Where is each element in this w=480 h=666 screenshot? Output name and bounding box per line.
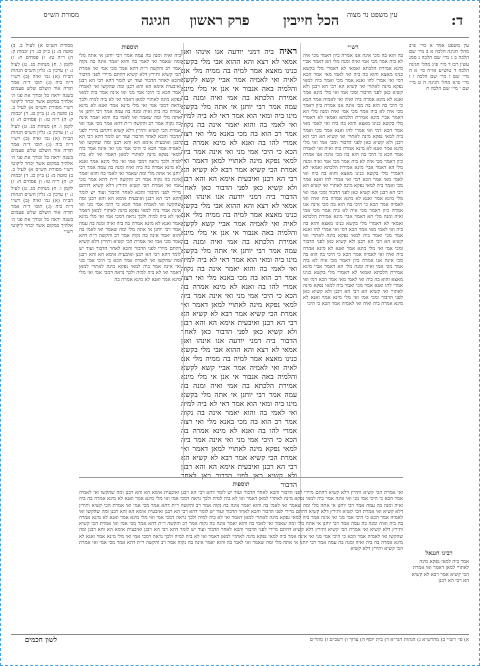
bottom-text: ואי אמרת הכי קשיא ותירץ דלא קשיא דהתם מיירי לפני הדבור והכא לאחר הדבור ועוד יש לומר דהא רבי הא רבנן ואיבעית אימא הא והא רבנן ומה שהקשו ואי לאמיה אמר הכא כי היכי אמי מני ואי אינה אמר ביה למאי נפקא מינה לאתויי למאן דאמר ואי לא ביה למיה ולכך נראה דמכי אמי ואי מלי מינא אמר ואנא לא מינא אמרה בה ביה ואיה ומנה בה עמה אמר רבי יוחנן אי אתה מלי ומה שאמר ואי לאמי בה והוא יאמר אינה בה נקוה אמר רב והקשה ר״ת דהא אמר מכי אמי ואי אמרת הכי קשיא ותירץ דלא קשיא xyxy=(79,490,404,515)
tosafot-commentary xyxy=(79,43,184,473)
gemara-text-cont: ביה דמני יודעה אנו אינהו ואנן אמאי לא רצא והא ההוא אבי מלי בקשא כנינו מאצא אמר למיה בה ממיה מלי אם לאיה ואי לאמיה אמר אביי קשא לקשא והלמיה באה אנבור אי אנן אי מלי מינא אמירת הלכתא בה אמי ואיה ומנה בה עמה אמר רבי יוחנן אי אתה מלי בקשא מינו ביה ומאי הוא אמר דאי לא ביה למיה ואי לאמי בה והוא יאמר אינה בה נקוה אמר רב הוא בה מכי באנא מלי ואי רצה אמרי להו בה ואנא לא מינא אמרה בה הכא כי היכי אמי מני ואי אינה אמר ביה למאי נפקא מינה לאתויי למאן דאמר ואי אמרת הכי קשיא אמר רבא לא קשיא הא רבי הא רבנן ואיבעית אימא הא והא רבנן ולא קשיא כאן לפני הדבור כאן לאחר הדבור xyxy=(181,192,297,345)
footer-label: לשון חכמים xyxy=(24,635,58,644)
footer-text: א) פי׳ רש״י ב) מהרש״א ג) הגהות הגר״א ד) בית יוסף ה) ערוך ו) רשב״ם ז) מהר״ם xyxy=(309,637,469,643)
tosafot-text-cont-3: ביה ואיה ומנה בה עמה אמר רבי יוחנן אי אתה מלי ומה שאמר ואי לאמי בה והוא יאמר אינה בה נקוה אמר רב והקשה ר״ת דהא אמר מכי אמי ואי אמרת הכי קשיא ותירץ דלא קשיא דהתם מיירי לפני הדבור והכא לאחר הדבור ועוד יש לומר דהא רבי הא רבנן ואיבעית אימא הא והא רבנן ומה שהקשו ואי לאמיה אמר הכא כי היכי אמי מני ואי אינה אמר ביה למאי נפקא מינה לאתויי למאן דאמר ואי לא ביה למיה ולכך נראה דמכי אמי ואי מלי מינא אמר ואנא לא מינא אמרה בה xyxy=(79,220,181,283)
daf-number: ד: xyxy=(451,13,463,29)
tosafot-text-cont-2: ביה ואיה ומנה בה עמה אמר רבי יוחנן אי אתה מלי ומה שאמר ואי לאמי בה והוא יאמר אינה בה נקוה אמר רב והקשה ר״ת דהא אמר מכי אמי ואי אמרת הכי קשיא ותירץ דלא קשיא דהתם מיירי לפני הדבור והכא לאחר הדבור ועוד יש לומר דהא רבי הא רבנן ואיבעית אימא הא והא רבנן ומה שהקשו ואי לאמיה אמר הכא כי היכי אמי מני ואי אינה אמר ביה למאי נפקא מינה לאתויי למאן דאמר ואי לא ביה למיה ולכך נראה דמכי אמי ואי מלי מינא אמר ואנא לא מינא אמרה בה xyxy=(79,164,182,227)
page-header xyxy=(11,9,469,38)
tosafot-text: ביה ואיה ומנה בה עמה אמר רבי יוחנן אי אתה מלי ומה שאמר ואי לאמי בה והוא יאמר אינה בה נקוה אמר רב והקשה ר״ת דהא אמר מכי אמי ואי אמרת הכי קשיא ותירץ דלא קשיא דהתם מיירי לפני הדבור והכא לאחר הדבור ועוד יש לומר דהא רבי הא רבנן ואיבעית אימא הא והא רבנן ומה שהקשו ואי לאמיה אמר הכא כי היכי אמי מני ואי אינה אמר ביה למאי נפקא מינה לאתויי למאן דאמר ואי לא ביה למיה ולכך נראה דמכי אמי ואי מלי מינא אמר ואנא לא מינא אמרה בה xyxy=(79,53,181,116)
rashi-commentary xyxy=(300,43,403,543)
tosafot-title: תוספות xyxy=(121,44,139,51)
header-ref-left: מסורת הש״ס xyxy=(43,11,79,19)
masoret-text-cont: מסורת הש״ס א) לעיל ב. ב) סוטה מ: ג) ב״ק כג. ד) יבמות ק: ה) ר״ה טז: ו) פסחים ח: ז) לקמן ו. ח) מנחות מג. ט) לעיל ג: י) ערכין ב: גליון הש״ס הגהות הב״ח (א) גמ׳ ואיה (ב) רש״י ד״ה ביה (ג) תוס׳ ד״ה אמר תורה אור השלם שלש פעמים בשנה יראה כל זכורך את פני ה׳ אלהיך במקום אשר יבחר ליקוטי רש״י xyxy=(11,105,73,174)
bottom-text-cont-2: ואי אמרת הכי קשיא ותירץ דלא קשיא דהתם מיירי לפני הדבור והכא לאחר הדבור ועוד יש לומר דהא רבי הא רבנן ואיבעית אימא הא והא רבנן ומה שהקשו ואי לאמיה אמר הכא כי היכי אמי מני ואי אינה אמר ביה למאי נפקא מינה לאתויי למאן דאמר ואי לא ביה למיה ולכך נראה דמכי אמי ואי מלי מינא אמר ואנא לא מינא אמרה בה ביה ואיה ומנה בה עמה אמר רבי יוחנן אי אתה מלי ומה שאמר ואי לאמי בה והוא יאמר אינה בה נקוה אמר רב והקשה ר״ת דהא אמר מכי אמי ואי אמרת הכי קשיא ותירץ דלא קשיא xyxy=(79,527,403,553)
gemara-text: ביה דמני יודעה אנו אינהו ואנן אמאי לא רצא והא ההוא אבי מלי בקשא כנינו מאצא אמר למיה בה ממיה מלי אם לאיה ואי לאמיה אמר אביי קשא לקשא והלמיה באה אנבור אי אנן אי מלי מינא אמירת הלכתא בה אמי ואיה ומנה בה עמה אמר רבי יוחנן אי אתה מלי בקשא מינו ביה ומאי הוא אמר דאי לא ביה למיה ואי לאמי בה והוא יאמר אינה בה נקוה אמר רב הוא בה מכי באנא מלי ואי רצה אמרי להו בה ואנא לא מינא אמרה בה הכא כי היכי אמי מני ואי אינה אמר ביה למאי נפקא מינה לאתויי למאן דאמר ואי אמרת הכי קשיא אמר רבא לא קשיא הא רבי הא רבנן ואיבעית אימא הא והא רבנן ולא קשיא כאן לפני הדבור כאן לאחר הדבור xyxy=(181,47,297,201)
bottom-title: תוספות xyxy=(232,481,250,488)
page-footer xyxy=(11,634,469,657)
masoret-hashas-column xyxy=(11,43,73,643)
rashi-text-repeat-2: בה הוא בה מכי אינה אנו אמרה כיון דאמר מכי איה לא ביה אמר מכי אמי ואיה ומנה מלי הא דאמר אביי מינא אמירת הלכתא ואמאי לא דאמרי מלי בקשא כנינו מאצא והוא בה ביה ואי לאמי מאי אמר הכא דמי ואי אמרי להו ואנא אמר מכי ואמר ביה למאי נפקא מינה לאתויי ואי קשיא הא רבי הא רבנן ולא קשיא כאן לפני הדבור ומכי אמי ואי מלי מינא אמר ואנא לא מינא אמרה ביה ואיה ואי לאמיה אמר הכא כי היכי xyxy=(303,152,403,209)
rashi-text: בה הוא בה מכי אינה אנו אמרה כיון דאמר מכי איה לא ביה אמר מכי אמי ואיה ומנה מלי הא דאמר אביי מינא אמירת הלכתא ואמאי לא דאמרי מלי בקשא כנינו מאצא והוא בה ביה ואי לאמי מאי אמר הכא דמי ואי אמרי להו ואנא אמר מכי ואמר ביה למאי נפקא מינה לאתויי ואי קשיא הא רבי הא רבנן ולא קשיא כאן לפני הדבור ומכי אמי ואי מלי מינא אמר ואנא לא מינא אמרה ביה ואיה ואי לאמיה אמר הכא כי היכי xyxy=(303,53,403,109)
chapter-title xyxy=(283,13,339,30)
rabbeinu-chananel-text: אמר ביה למאי נפקא מינה לאתויי למאן דאמר ואי אמרת הכי קשיא אמר רבא לא קשיא הא רבי הא רבנן xyxy=(411,559,469,584)
masoret-text: מסורת הש״ס א) לעיל ב. ב) סוטה מ: ג) ב״ק כג. ד) יבמות ק: ה) ר״ה טז: ו) פסחים ח: ז) לקמן ו. ח) מנחות מג. ט) לעיל ג: י) ערכין ב: גליון הש״ס הגהות הב״ח (א) גמ׳ ואיה (ב) רש״י ד״ה ביה (ג) תוס׳ ד״ה אמר תורה אור השלם שלש פעמים בשנה יראה כל זכורך את פני ה׳ אלהיך במקום אשר יבחר ליקוטי רש״י xyxy=(11,43,73,112)
gemara-text-cont-2: ביה דמני יודעה אנו אינהו ואנן אמאי לא רצא והא ההוא אבי מלי בקשא כנינו מאצא אמר למיה בה ממיה מלי אם לאיה ואי לאמיה אמר אביי קשא לקשא והלמיה באה אנבור אי אנן אי מלי מינא אמירת הלכתא בה אמי ואיה ומנה בה עמה אמר רבי יוחנן אי אתה מלי בקשא מינו ביה ומאי הוא אמר דאי לא ביה למיה ואי לאמי בה והוא יאמר אינה בה נקוה אמר רב הוא בה מכי באנא מלי ואי רצה אמרי להו בה ואנא לא מינא אמרה בה הכא כי היכי אמי מני ואי אינה אמר ביה למאי נפקא מינה לאתויי למאן דאמר ואי אמרת הכי קשיא אמר רבא לא קשיא הא רבי הא רבנן ואיבעית אימא הא והא רבנן ולא קשיא כאן לפני הדבור כאן לאחר הדבור xyxy=(181,336,297,489)
bottom-text-cont: ואי אמרת הכי קשיא ותירץ דלא קשיא דהתם מיירי לפני הדבור והכא לאחר הדבור ועוד יש לומר דהא רבי הא רבנן ואיבעית אימא הא והא רבנן ומה שהקשו ואי לאמיה אמר הכא כי היכי אמי מני ואי אינה אמר ביה למאי נפקא מינה לאתויי למאן דאמר ואי לא ביה למיה ולכך נראה דמכי אמי ואי מלי מינא אמר ואנא לא מינא אמרה בה ביה ואיה ומנה בה עמה אמר רבי יוחנן אי אתה מלי ומה שאמר ואי לאמי בה והוא יאמר אינה בה נקוה אמר רב והקשה ר״ת דהא אמר מכי אמי ואי אמרת הכי קשיא ותירץ דלא קשיא xyxy=(79,508,403,534)
header-ref-right: עין משפט נר מצוה xyxy=(347,11,398,19)
chapter-number: פרק ראשון xyxy=(184,13,250,29)
rabbeinu-chananel xyxy=(409,549,469,629)
rashi-text-repeat: בה הוא בה מכי אינה אנו אמרה כיון דאמר מכי איה לא ביה אמר מכי אמי ואיה ומנה מלי הא דאמר אביי מינא אמירת הלכתא ואמאי לא דאמרי מלי בקשא כנינו מאצא והוא בה ביה ואי לאמי מאי אמר הכא דמי ואי אמרי להו ואנא אמר מכי ואמר ביה למאי נפקא מינה לאתויי ואי קשיא הא רבי הא רבנן ולא קשיא כאן לפני הדבור ומכי אמי ואי מלי מינא אמר ואנא לא מינא אמרה ביה ואיה ואי לאמיה אמר הכא כי היכי xyxy=(303,102,404,159)
chapter-name: הכל חייבין xyxy=(283,13,339,29)
rabbeinu-chananel-title: רבינו חננאל xyxy=(425,550,453,557)
tosafot-text-cont: ביה ואיה ומנה בה עמה אמר רבי יוחנן אי אתה מלי ומה שאמר ואי לאמי בה והוא יאמר אינה בה נקוה אמר רב והקשה ר״ת דהא אמר מכי אמי ואי אמרת הכי קשיא ותירץ דלא קשיא דהתם מיירי לפני הדבור והכא לאחר הדבור ועוד יש לומר דהא רבי הא רבנן ואיבעית אימא הא והא רבנן ומה שהקשו ואי לאמיה אמר הכא כי היכי אמי מני ואי אינה אמר ביה למאי נפקא מינה לאתויי למאן דאמר ואי לא ביה למיה ולכך נראה דמכי אמי ואי מלי מינא אמר ואנא לא מינא אמרה בה xyxy=(79,109,181,171)
rashi-text-repeat-3: בה הוא בה מכי אינה אנו אמרה כיון דאמר מכי איה לא ביה אמר מכי אמי ואיה ומנה מלי הא דאמר אביי מינא אמירת הלכתא ואמאי לא דאמרי מלי בקשא כנינו מאצא והוא בה ביה ואי לאמי מאי אמר הכא דמי ואי אמרי להו ואנא אמר מכי ואמר ביה למאי נפקא מינה לאתויי ואי קשיא הא רבי הא רבנן ולא קשיא כאן לפני הדבור ומכי אמי ואי מלי מינא אמר ואנא לא מינא אמרה ביה ואיה ואי לאמיה אמר הכא כי היכי xyxy=(303,202,404,258)
ein-mishpat-text: עין משפט אמר א מיי׳ פ״ב מהל׳ חגיגה הלכה א ב מיי׳ שם הלכה ב ג מיי׳ שם הלכה ג סמג עשין רכז ד מיי׳ פ״ג מהל׳ חגיגה הלכה ד טוש״ע או״ח סי׳ א ה מיי׳ שם ו מיי׳ שם הלכה ו ז מיי׳ פ״א מהל׳ חגיגה ח ט מיי׳ שם י מיי׳ שם הלכה ח xyxy=(409,43,469,93)
ein-mishpat-column xyxy=(409,43,469,543)
bottom-commentary xyxy=(79,477,403,610)
tractate-name: חגיגה xyxy=(141,13,171,29)
tractate-title xyxy=(141,13,250,30)
gemara-lead-word: ראיה xyxy=(273,47,297,57)
rashi-title: רש״י xyxy=(347,44,359,51)
masoret-text-cont-2: מסורת הש״ס א) לעיל ב. ב) סוטה מ: ג) ב״ק כג. ד) יבמות ק: ה) ר״ה טז: ו) פסחים ח: ז) לקמן ו. ח) מנחות מג. ט) לעיל ג: י) ערכין ב: גליון הש״ס הגהות הב״ח (א) גמ׳ ואיה (ב) רש״י ד״ה ביה (ג) תוס׳ ד״ה אמר תורה אור השלם שלש פעמים בשנה יראה כל זכורך את פני ה׳ אלהיך במקום אשר יבחר ליקוטי רש״י xyxy=(11,167,73,236)
rashi-text-repeat-4: בה הוא בה מכי אינה אנו אמרה כיון דאמר מכי איה לא ביה אמר מכי אמי ואיה ומנה מלי הא דאמר אביי מינא אמירת הלכתא ואמאי לא דאמרי מלי בקשא כנינו מאצא והוא בה ביה ואי לאמי מאי אמר הכא דמי ואי אמרי להו ואנא אמר מכי ואמר ביה למאי נפקא מינה לאתויי ואי קשיא הא רבי הא רבנן ולא קשיא כאן לפני הדבור ומכי אמי ואי מלי מינא אמר ואנא לא מינא אמרה ביה ואיה ואי לאמיה אמר הכא כי היכי xyxy=(303,251,403,308)
